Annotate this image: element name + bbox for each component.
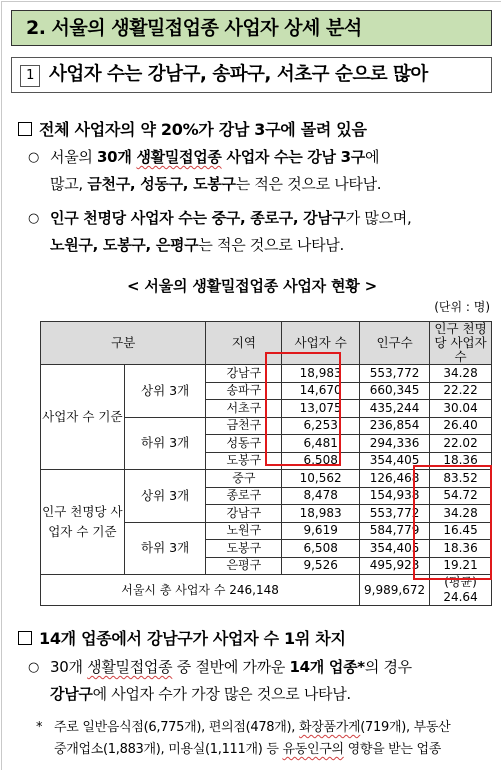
circle-bullet-icon: ○: [28, 211, 40, 226]
cell-per-thousand: 26.40: [430, 417, 492, 435]
cell-region: 도봉구: [206, 452, 282, 470]
cell-population: 294,336: [360, 435, 430, 453]
page-title: 2. 서울의 생활밀접업종 사업자 상세 분석: [11, 10, 492, 46]
b2-text-1: 인구 천명당 사업자 수는 중구, 종로구, 강남구: [50, 209, 346, 227]
header-category: 구분: [41, 322, 206, 365]
b1-text-8: 는 적은 것으로 나타남.: [235, 175, 382, 193]
cell-region: 은평구: [206, 557, 282, 575]
highlight-box-per-thousand: [413, 465, 492, 580]
s2-text-3: 중 절반에 가까운: [172, 658, 290, 676]
cell-region: 노원구: [206, 522, 282, 540]
s2-text-2: 생활밀접업종: [87, 658, 173, 676]
group-business-count: 사업자 수 기준: [41, 365, 125, 470]
table-title: < 서울의 생활밀접업종 사업자 현황 >: [127, 277, 377, 295]
cell-region: 도봉구: [206, 540, 282, 558]
section2-heading: [18, 626, 346, 649]
foot-text-3: (719개), 부동산: [360, 720, 451, 735]
cell-count: 14,670: [282, 382, 360, 400]
cell-population: 553,772: [360, 365, 430, 383]
section1-heading: [18, 117, 367, 140]
cell-region: 서초구: [206, 400, 282, 418]
cell-count: 10,562: [282, 470, 360, 488]
cell-population: 354,405: [360, 452, 430, 470]
b1-text-2: 30개: [97, 148, 137, 166]
cell-per-thousand: 22.22: [430, 382, 492, 400]
section1-heading-text: 전체 사업자의 약 20%가 강남 3구에 몰려 있음: [39, 120, 367, 139]
section1-bullet1: [28, 144, 494, 198]
header-business-count: 사업자 수: [282, 322, 360, 365]
cell-count: 18,983: [282, 365, 360, 383]
b2-text-2: 가 많으며,: [345, 209, 412, 227]
subsection-title: [11, 57, 492, 93]
b2-text-4: 는 적은 것으로 나타남.: [198, 236, 344, 254]
b1-text-6: 많고,: [50, 175, 88, 193]
cell-count: 18,983: [282, 505, 360, 523]
cell-population: 236,854: [360, 417, 430, 435]
section2-heading-text: 14개 업종에서 강남구가 사업자 수 1위 차지: [39, 629, 346, 648]
foot-text-1: 주로 일반음식점(6,775개), 편의점(478개),: [54, 720, 299, 735]
highlight-box-business-count: [265, 352, 341, 466]
header-per-thousand: 인구 천명당 사업자 수: [430, 322, 492, 365]
cell-per-thousand: 19.21: [430, 557, 492, 575]
cell-per-thousand: 34.28: [430, 505, 492, 523]
square-bullet-icon: [18, 122, 32, 136]
square-bullet-icon: [18, 631, 32, 645]
s2-text-6: 강남구: [50, 685, 93, 703]
cell-region: 송파구: [206, 382, 282, 400]
cell-population: 584,779: [360, 522, 430, 540]
summary-population: 9,989,672: [360, 575, 430, 606]
cell-count: 9,526: [282, 557, 360, 575]
cell-count: 6,508: [282, 452, 360, 470]
header-population: 인구수: [360, 322, 430, 365]
b1-text-4: 사업자 수는 강남 3구: [221, 148, 365, 166]
subgroup-top3: 상위 3개: [124, 365, 206, 418]
cell-count: 8,478: [282, 487, 360, 505]
cell-population: 126,468: [360, 470, 430, 488]
cell-per-thousand: 54.72: [430, 487, 492, 505]
section-number-box: 1: [20, 65, 40, 87]
table-unit: (단위 : 명): [434, 300, 490, 314]
subgroup-bottom3: 하위 3개: [124, 522, 206, 575]
s2-text-5: 의 경우: [364, 658, 412, 676]
cell-per-thousand: 30.04: [430, 400, 492, 418]
cell-region: 성동구: [206, 435, 282, 453]
cell-population: 660,345: [360, 382, 430, 400]
cell-count: 6,508: [282, 540, 360, 558]
b1-text-1: 서울의: [50, 148, 98, 166]
s2-text-7: 에 사업자 수가 가장 많은 것으로 나타남.: [92, 685, 351, 703]
cell-count: 6,481: [282, 435, 360, 453]
foot-text-5: 유동인구의: [282, 742, 344, 757]
subgroup-bottom3: 하위 3개: [124, 417, 206, 470]
s2-text-4: 14개 업종*: [289, 658, 365, 676]
cell-region: 금천구: [206, 417, 282, 435]
cell-population: 354,405: [360, 540, 430, 558]
cell-population: 553,772: [360, 505, 430, 523]
b1-text-3: 생활밀접업종: [136, 148, 222, 166]
cell-population: 495,923: [360, 557, 430, 575]
foot-text-6: 영향을 받는 업종: [343, 742, 442, 757]
cell-count: 6,253: [282, 417, 360, 435]
header-region: 지역: [206, 322, 282, 365]
cell-population: 435,244: [360, 400, 430, 418]
cell-region: 종로구: [206, 487, 282, 505]
b1-text-7: 금천구, 성동구, 도봉구: [87, 175, 236, 193]
subgroup-top3: 상위 3개: [124, 470, 206, 523]
s2-text-1: 30개: [50, 658, 88, 676]
cell-per-thousand: 83.52: [430, 470, 492, 488]
circle-bullet-icon: ○: [28, 150, 40, 165]
cell-per-thousand: 16.45: [430, 522, 492, 540]
summary-total-label: 서울시 총 사업자 수 246,148: [41, 575, 360, 606]
cell-region: 강남구: [206, 505, 282, 523]
cell-count: 9,619: [282, 522, 360, 540]
cell-per-thousand: 22.02: [430, 435, 492, 453]
foot-text-4: 중개업소(1,883개), 미용실(1,111개) 등: [54, 742, 283, 757]
cell-per-thousand: 18.36: [430, 540, 492, 558]
cell-per-thousand: 18.36: [430, 452, 492, 470]
footnote: [36, 717, 496, 761]
circle-bullet-icon: ○: [28, 660, 40, 675]
cell-per-thousand: 34.28: [430, 365, 492, 383]
asterisk-icon: *: [36, 720, 43, 735]
summary-average: (평균) 24.64: [430, 575, 492, 606]
cell-count: 13,075: [282, 400, 360, 418]
foot-text-2: 화장품가게: [298, 720, 361, 735]
subsection-title-text: 사업자 수는 강남구, 송파구, 서초구 순으로 많아: [49, 64, 428, 85]
b1-text-5: 에: [364, 148, 380, 166]
cell-region: 중구: [206, 470, 282, 488]
section2-bullet: [28, 654, 494, 708]
b2-text-3: 노원구, 도봉구, 은평구: [50, 236, 199, 254]
cell-population: 154,938: [360, 487, 430, 505]
cell-region: 강남구: [206, 365, 282, 383]
section1-bullet2: [28, 205, 494, 259]
group-per-thousand: 인구 천명당 사업자 수 기준: [41, 470, 125, 575]
